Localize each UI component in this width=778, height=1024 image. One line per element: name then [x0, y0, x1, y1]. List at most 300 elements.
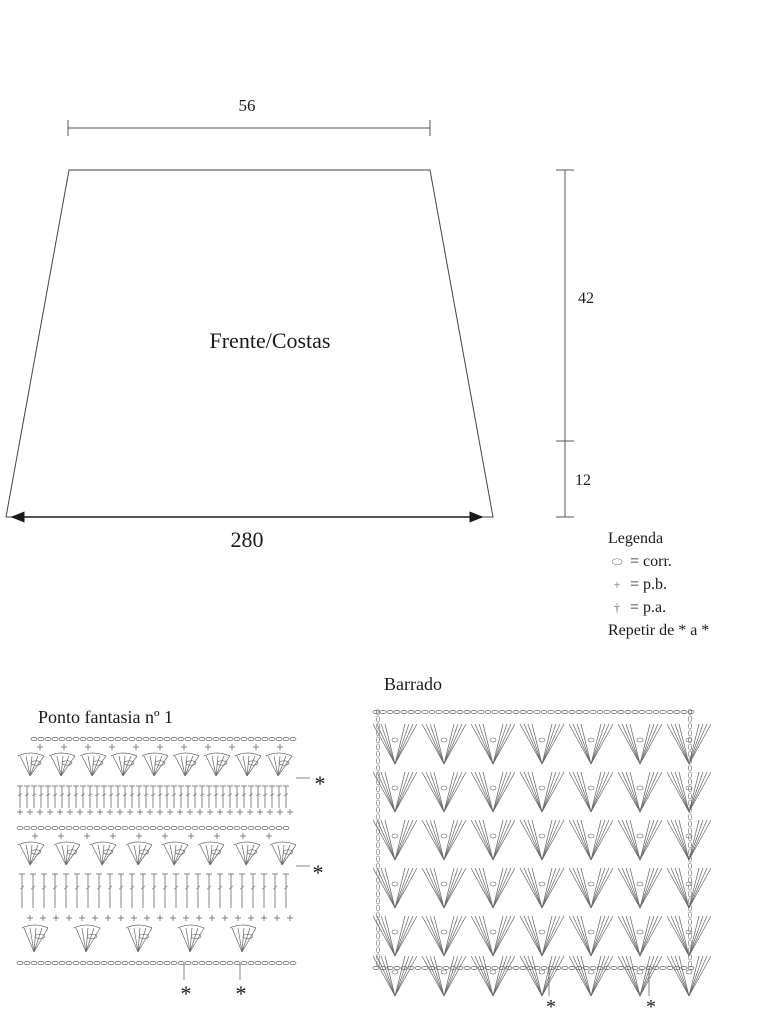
- chain-stitch: [660, 710, 666, 713]
- bottom-width-dimension: [12, 517, 482, 552]
- chain-stitch: [450, 710, 456, 713]
- chain-stitch: [45, 737, 51, 740]
- chain-stitch: [101, 737, 107, 740]
- chain-stitch: [31, 826, 37, 829]
- chain-stitch: [157, 826, 163, 829]
- v-stitch-cluster: [618, 820, 662, 860]
- chain-stitch: [45, 826, 51, 829]
- v-stitch-cluster: [520, 956, 564, 996]
- chain-stitch: [376, 926, 379, 932]
- chain-stitch: [164, 826, 170, 829]
- chain-stitch: [157, 737, 163, 740]
- single-crochet-stitch: [131, 915, 137, 921]
- single-crochet-stitch: [47, 809, 53, 815]
- chain-stitch: [101, 826, 107, 829]
- chain-stitch: [220, 826, 226, 829]
- single-crochet-stitch: [27, 809, 33, 815]
- chain-stitch: [31, 737, 37, 740]
- single-crochet-stitch: [227, 809, 233, 815]
- single-crochet-stitch: [37, 809, 43, 815]
- chain-stitch: [234, 961, 240, 964]
- double-crochet-stitch: [129, 874, 135, 908]
- single-crochet-stitch: [267, 809, 273, 815]
- v-stitch-cluster: [618, 916, 662, 956]
- single-crochet-stitch: [110, 833, 116, 839]
- chain-stitch: [548, 710, 554, 713]
- chain-stitch: [24, 826, 30, 829]
- single-crochet-stitch: [32, 833, 38, 839]
- chain-stitch: [376, 814, 379, 820]
- chain-stitch: [688, 814, 691, 820]
- legend-item-text: = corr.: [630, 553, 672, 570]
- repeat-mark: *: [312, 860, 324, 885]
- chain-stitch: [52, 826, 58, 829]
- chain-stitch: [276, 961, 282, 964]
- chain-stitch: [688, 710, 694, 713]
- single-crochet-stitch: [261, 915, 267, 921]
- chain-stitch: [290, 737, 296, 740]
- fan-cluster: [126, 925, 152, 952]
- chain-stitch: [213, 961, 219, 964]
- chain-stitch: [87, 961, 93, 964]
- single-crochet-stitch: [118, 915, 124, 921]
- double-crochet-stitch: [228, 874, 234, 908]
- chain-stitch: [199, 826, 205, 829]
- barrado-title: Barrado: [384, 674, 442, 694]
- single-crochet-stitch: [147, 809, 153, 815]
- v-stitch-cluster: [667, 916, 711, 956]
- double-crochet-stitch: [241, 786, 247, 808]
- single-crochet-stitch: [277, 744, 283, 750]
- double-crochet-stitch: [206, 786, 212, 808]
- chain-stitch: [115, 826, 121, 829]
- chain-stitch: [674, 710, 680, 713]
- single-crochet-stitch: [257, 809, 263, 815]
- double-crochet-stitch: [140, 874, 146, 908]
- single-crochet-stitch: [58, 833, 64, 839]
- chain-stitch: [255, 961, 261, 964]
- double-crochet-stitch: [96, 874, 102, 908]
- chain-stitch: [688, 772, 691, 778]
- double-crochet-stitch: [24, 786, 30, 808]
- chain-stitch: [157, 961, 163, 964]
- chain-stitch: [376, 884, 379, 890]
- chain-stitch: [24, 961, 30, 964]
- v-stitch-cluster: [471, 956, 515, 996]
- plus-icon: +: [613, 577, 621, 592]
- single-crochet-stitch: [235, 915, 241, 921]
- chain-stitch: [376, 758, 379, 764]
- single-crochet-stitch: [137, 809, 143, 815]
- repeat-mark: *: [180, 981, 192, 1006]
- legend-title: Legenda: [608, 530, 664, 547]
- chain-stitch: [213, 826, 219, 829]
- chain-stitch: [618, 710, 624, 713]
- chain-stitch: [688, 779, 691, 785]
- chain-stitch: [122, 737, 128, 740]
- double-crochet-stitch: [151, 874, 157, 908]
- chain-stitch: [576, 710, 582, 713]
- single-crochet-stitch: [109, 744, 115, 750]
- chain-stitch: [248, 826, 254, 829]
- double-crochet-stitch: [217, 874, 223, 908]
- single-crochet-stitch: [87, 809, 93, 815]
- chain-stitch: [688, 709, 691, 715]
- chain-stitch: [513, 710, 519, 713]
- fan-cluster: [173, 753, 199, 776]
- fan-cluster: [90, 842, 116, 865]
- v-stitch-cluster: [520, 820, 564, 860]
- chain-stitch: [376, 835, 379, 841]
- double-crochet-stitch: [31, 786, 37, 808]
- chain-stitch: [185, 737, 191, 740]
- chain-stitch: [611, 966, 617, 969]
- fan-cluster: [74, 925, 100, 952]
- chain-stitch: [415, 966, 421, 969]
- double-crochet-stitch: [101, 786, 107, 808]
- repeat-mark: *: [646, 996, 656, 1018]
- ponto-fantasia-title: Ponto fantasia nº 1: [38, 707, 174, 727]
- chain-stitch: [143, 737, 149, 740]
- chain-stitch: [688, 926, 691, 932]
- chain-stitch: [129, 961, 135, 964]
- single-crochet-stitch: [274, 915, 280, 921]
- double-crochet-stitch: [41, 874, 47, 908]
- double-crochet-stitch: [162, 874, 168, 908]
- chain-stitch: [269, 826, 275, 829]
- chain-stitch: [241, 737, 247, 740]
- barrado-stitch-chart: [373, 709, 711, 996]
- chain-stitch: [269, 961, 275, 964]
- chain-stitch: [688, 891, 691, 897]
- chain-stitch: [429, 710, 435, 713]
- chain-stitch: [376, 877, 379, 883]
- chain-stitch: [394, 710, 400, 713]
- chain-stitch: [457, 710, 463, 713]
- chain-stitch: [122, 826, 128, 829]
- chain-stitch: [283, 961, 289, 964]
- double-crochet-stitch: [52, 874, 58, 908]
- chain-stitch: [527, 710, 533, 713]
- fan-cluster: [266, 753, 292, 776]
- chain-stitch: [136, 826, 142, 829]
- double-crochet-stitch: [94, 786, 100, 808]
- chain-stitch: [199, 961, 205, 964]
- chain-stitch: [283, 826, 289, 829]
- double-crochet-stitch: [17, 786, 23, 808]
- single-crochet-stitch: [17, 809, 23, 815]
- double-crochet-stitch: [38, 786, 44, 808]
- v-stitch-cluster: [569, 956, 613, 996]
- v-stitch-cluster: [569, 724, 613, 764]
- single-crochet-stitch: [127, 809, 133, 815]
- chain-stitch: [376, 940, 379, 946]
- chain-stitch: [376, 807, 379, 813]
- double-crochet-stitch: [30, 874, 36, 908]
- chain-stitch: [632, 710, 638, 713]
- single-crochet-stitch: [196, 915, 202, 921]
- chain-stitch: [376, 947, 379, 953]
- double-crochet-stitch: [213, 786, 219, 808]
- height-dimension: [556, 170, 594, 517]
- chain-stitch: [688, 744, 691, 750]
- chain-stitch: [276, 826, 282, 829]
- double-crochet-stitch: [108, 786, 114, 808]
- double-crochet-stitch: [107, 874, 113, 908]
- chain-stitch: [108, 826, 114, 829]
- single-crochet-stitch: [277, 809, 283, 815]
- repeat-mark: *: [314, 771, 326, 796]
- repeat-mark: *: [235, 981, 247, 1006]
- chain-stitch: [373, 966, 379, 969]
- chain-stitch: [115, 961, 121, 964]
- chain-stitch: [255, 737, 261, 740]
- double-crochet-stitch: [234, 786, 240, 808]
- chain-stitch: [653, 710, 659, 713]
- single-crochet-stitch: [247, 809, 253, 815]
- double-crochet-stitch: [192, 786, 198, 808]
- chain-stitch: [52, 961, 58, 964]
- v-stitch-cluster: [373, 724, 417, 764]
- chain-stitch: [213, 737, 219, 740]
- legend-item-text: = p.b.: [630, 576, 668, 593]
- single-crochet-stitch: [67, 809, 73, 815]
- chain-stitch: [506, 710, 512, 713]
- legend-item-text: = p.a.: [630, 599, 667, 616]
- chain-stitch: [376, 954, 379, 960]
- chain-stitch: [443, 710, 449, 713]
- chain-stitch: [646, 710, 652, 713]
- chain-stitch: [422, 966, 428, 969]
- double-crochet-stitch: [52, 786, 58, 808]
- single-crochet-stitch: [197, 809, 203, 815]
- double-crochet-stitch: [136, 786, 142, 808]
- chain-stitch: [376, 779, 379, 785]
- chain-stitch: [688, 828, 691, 834]
- chain-stitch: [234, 737, 240, 740]
- chain-stitch: [227, 961, 233, 964]
- single-crochet-stitch: [237, 809, 243, 815]
- v-stitch-cluster: [618, 724, 662, 764]
- chain-stitch: [38, 737, 44, 740]
- chain-stitch: [688, 870, 691, 876]
- single-crochet-stitch: [37, 744, 43, 750]
- chain-stitch: [171, 737, 177, 740]
- v-stitch-cluster: [520, 868, 564, 908]
- single-crochet-stitch: [40, 915, 46, 921]
- chain-stitch: [639, 966, 645, 969]
- legend-item-chain: [608, 551, 672, 573]
- chain-stitch: [80, 961, 86, 964]
- v-stitch-cluster: [471, 772, 515, 812]
- double-crochet-stitch: [115, 786, 121, 808]
- single-crochet-stitch: [177, 809, 183, 815]
- chain-stitch: [569, 710, 575, 713]
- single-crochet-stitch: [209, 915, 215, 921]
- single-crochet-stitch: [105, 915, 111, 921]
- v-stitch-cluster: [569, 772, 613, 812]
- chain-stitch: [492, 710, 498, 713]
- chain-stitch: [422, 710, 428, 713]
- v-stitch-cluster: [422, 772, 466, 812]
- chain-stitch: [66, 961, 72, 964]
- v-stitch-cluster: [422, 916, 466, 956]
- single-crochet-stitch: [183, 915, 189, 921]
- fan-cluster: [198, 842, 224, 865]
- chain-stitch: [206, 826, 212, 829]
- v-stitch-cluster: [569, 868, 613, 908]
- chain-stitch: [129, 826, 135, 829]
- single-crochet-stitch: [170, 915, 176, 921]
- single-crochet-stitch: [133, 744, 139, 750]
- chain-stitch: [667, 710, 673, 713]
- single-crochet-stitch: [181, 744, 187, 750]
- chain-stitch: [562, 710, 568, 713]
- chain-stitch: [478, 710, 484, 713]
- chain-stitch: [688, 730, 691, 736]
- v-stitch-cluster: [373, 772, 417, 812]
- double-crochet-stitch: [261, 874, 267, 908]
- chain-stitch: [604, 710, 610, 713]
- chain-stitch: [129, 737, 135, 740]
- v-stitch-cluster: [422, 956, 466, 996]
- chain-stitch: [443, 966, 449, 969]
- chain-stitch: [688, 793, 691, 799]
- single-crochet-stitch: [162, 833, 168, 839]
- top-width-dimension: [68, 96, 430, 136]
- double-crochet-stitch: [195, 874, 201, 908]
- chain-stitch: [178, 961, 184, 964]
- single-crochet-stitch: [97, 809, 103, 815]
- chain-stitch: [387, 710, 393, 713]
- fan-cluster: [49, 753, 75, 776]
- chain-stitch: [227, 737, 233, 740]
- chain-stitch: [45, 961, 51, 964]
- chain-stitch: [150, 961, 156, 964]
- chain-stitch: [688, 842, 691, 848]
- double-crochet-stitch: [87, 786, 93, 808]
- single-crochet-stitch: [207, 809, 213, 815]
- double-crochet-stitch: [255, 786, 261, 808]
- chain-stitch: [122, 961, 128, 964]
- chain-stitch: [150, 826, 156, 829]
- double-crochet-stitch: [143, 786, 149, 808]
- chain-stitch: [380, 710, 386, 713]
- v-stitch-cluster: [667, 724, 711, 764]
- v-stitch-cluster: [422, 724, 466, 764]
- chain-stitch: [94, 826, 100, 829]
- v-stitch-cluster: [569, 820, 613, 860]
- chain-stitch: [136, 961, 142, 964]
- single-crochet-stitch: [117, 809, 123, 815]
- chain-stitch: [241, 826, 247, 829]
- chain-stitch: [199, 737, 205, 740]
- fan-cluster: [234, 842, 260, 865]
- chain-stitch: [618, 966, 624, 969]
- double-crochet-stitch: [164, 786, 170, 808]
- chain-stitch: [688, 940, 691, 946]
- chain-stitch: [290, 961, 296, 964]
- double-crochet-stitch: [283, 874, 289, 908]
- chain-stitch: [73, 737, 79, 740]
- double-crochet-stitch: [45, 786, 51, 808]
- chain-stitch: [376, 933, 379, 939]
- single-crochet-stitch: [77, 809, 83, 815]
- fan-cluster: [80, 753, 106, 776]
- chain-stitch: [471, 966, 477, 969]
- double-crochet-stitch: [66, 786, 72, 808]
- chain-stitch: [234, 826, 240, 829]
- bottom-width-label: 280: [230, 527, 264, 552]
- double-crochet-stitch: [129, 786, 135, 808]
- double-crochet-stitch: [59, 786, 65, 808]
- chain-stitch: [485, 710, 491, 713]
- double-crochet-stitch: [63, 874, 69, 908]
- chain-stitch: [59, 737, 65, 740]
- chain-stitch: [164, 737, 170, 740]
- chain-stitch: [376, 842, 379, 848]
- chain-stitch: [373, 710, 379, 713]
- chain-stitch: [471, 710, 477, 713]
- chain-stitch: [376, 856, 379, 862]
- legend-item-double-crochet: [608, 597, 666, 619]
- double-crochet-stitch: [85, 874, 91, 908]
- double-crochet-stitch: [122, 786, 128, 808]
- double-crochet-stitch: [276, 786, 282, 808]
- double-crochet-stitch: [283, 786, 289, 808]
- single-crochet-stitch: [167, 809, 173, 815]
- chain-stitch: [150, 737, 156, 740]
- single-crochet-stitch: [266, 833, 272, 839]
- chain-stitch: [185, 826, 191, 829]
- single-crochet-stitch: [136, 833, 142, 839]
- chain-stitch: [178, 826, 184, 829]
- double-crochet-stitch: [206, 874, 212, 908]
- fan-cluster: [162, 842, 188, 865]
- chain-stitch: [192, 826, 198, 829]
- chain-stitch: [227, 826, 233, 829]
- single-crochet-stitch: [229, 744, 235, 750]
- chain-stitch: [17, 961, 23, 964]
- fan-cluster: [54, 842, 80, 865]
- chain-stitch: [38, 961, 44, 964]
- single-crochet-stitch: [222, 915, 228, 921]
- single-crochet-stitch: [84, 833, 90, 839]
- chain-stitch: [178, 737, 184, 740]
- double-crochet-stitch: [250, 874, 256, 908]
- chain-stitch: [255, 826, 261, 829]
- fan-cluster: [204, 753, 230, 776]
- chain-stitch: [248, 737, 254, 740]
- legend-repeat-note: Repetir de * a *: [608, 622, 710, 639]
- chain-stitch: [562, 966, 568, 969]
- chain-stitch: [276, 737, 282, 740]
- fan-cluster: [111, 753, 137, 776]
- fan-cluster: [235, 753, 261, 776]
- double-crochet-stitch: [269, 786, 275, 808]
- chain-stitch: [376, 751, 379, 757]
- chain-stitch: [66, 826, 72, 829]
- double-crochet-stitch: [118, 874, 124, 908]
- chain-stitch: [513, 966, 519, 969]
- chain-stitch: [569, 966, 575, 969]
- chain-stitch: [611, 710, 617, 713]
- chain-stitch: [688, 863, 691, 869]
- single-crochet-stitch: [287, 809, 293, 815]
- chain-stitch: [520, 710, 526, 713]
- chain-stitch: [94, 961, 100, 964]
- chain-stitch: [376, 716, 379, 722]
